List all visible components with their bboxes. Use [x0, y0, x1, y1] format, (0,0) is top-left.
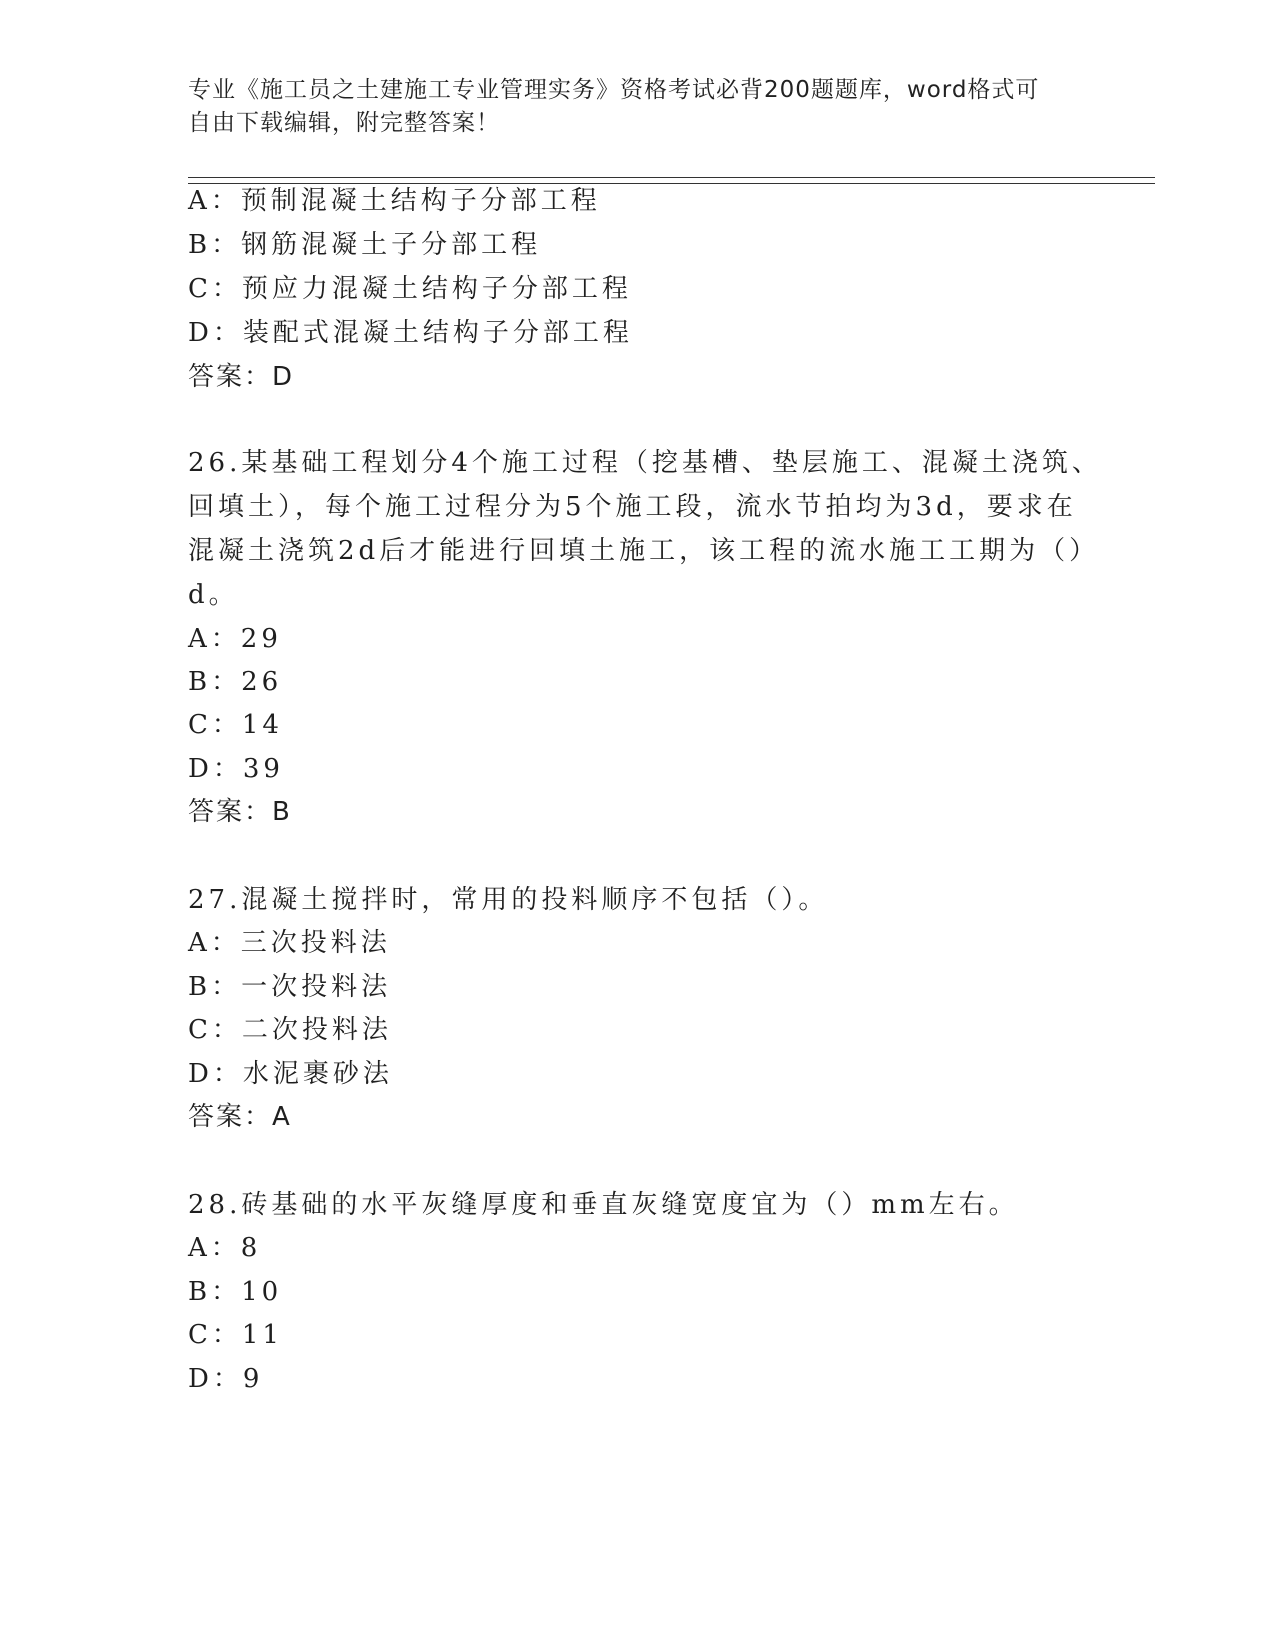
q25-answer: 答案：D	[188, 362, 295, 392]
q27-stem: 27.混凝土搅拌时，常用的投料顺序不包括（）。	[188, 885, 829, 915]
q25-option-a: A：预制混凝土结构子分部工程	[188, 186, 601, 216]
q26-option-b: B：26	[188, 667, 283, 697]
q26-stem-line-3: 混凝土浇筑2d后才能进行回填土施工，该工程的流水施工工期为（）	[188, 536, 1100, 566]
q28-option-d: D：9	[188, 1364, 264, 1394]
q26-stem-line-4: d。	[188, 580, 239, 610]
q27-option-a: A：三次投料法	[188, 928, 391, 958]
q27-option-d: D：水泥裹砂法	[188, 1059, 393, 1089]
q26-option-d: D：39	[188, 754, 284, 784]
q26-option-a: A：29	[188, 624, 282, 654]
q27-option-c: C：二次投料法	[188, 1015, 392, 1045]
header-title-line-1: 专业《施工员之土建施工专业管理实务》资格考试必背200题题库，word格式可	[188, 77, 1040, 103]
q28-option-c: C：11	[188, 1320, 283, 1350]
q25-option-b: B：钢筋混凝土子分部工程	[188, 230, 542, 260]
q27-option-b: B：一次投料法	[188, 972, 392, 1002]
q26-answer: 答案：B	[188, 797, 292, 827]
q26-stem-line-1: 26.某基础工程划分4个施工过程（挖基槽、垫层施工、混凝土浇筑、	[188, 448, 1102, 478]
header-title-line-2: 自由下载编辑，附完整答案！	[188, 110, 500, 136]
q28-stem: 28.砖基础的水平灰缝厚度和垂直灰缝宽度宜为（）mm左右。	[188, 1190, 1019, 1220]
q26-stem-line-2: 回填土），每个施工过程分为5个施工段，流水节拍均为3d，要求在	[188, 492, 1077, 522]
q28-option-a: A：8	[188, 1233, 262, 1263]
q27-answer: 答案：A	[188, 1102, 292, 1132]
document-header	[188, 74, 1088, 140]
q25-option-c: C：预应力混凝土结构子分部工程	[188, 274, 632, 304]
q28-option-b: B：10	[188, 1277, 283, 1307]
q25-option-d: D：装配式混凝土结构子分部工程	[188, 318, 633, 348]
q26-option-c: C：14	[188, 710, 283, 740]
